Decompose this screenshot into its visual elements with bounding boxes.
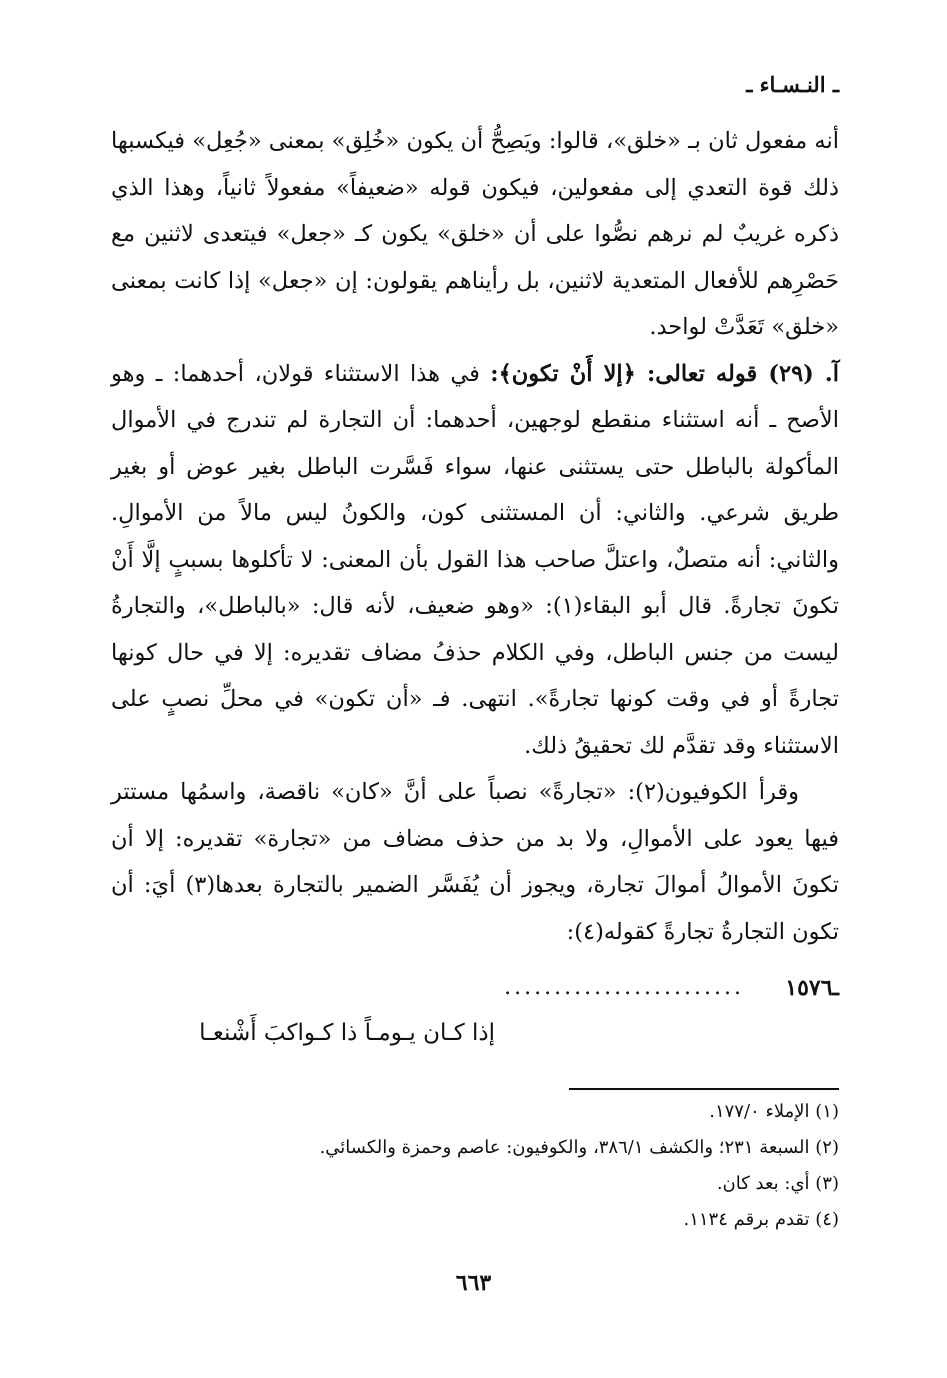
paragraph: وقرأ الكوفيون(٢): «تجارةً» نصباً على أنَّ «كان» ناقصة، واسمُها مستتر فيها يعود على الأموالِ، ولا بد من حذف مضاف من «تجارة» تقديره: إلا أن تكونَ الأموالُ أموالَ تجارة، ويجوز أن يُفَسَّر الضمير بالتجارة بعدها(٣) أيَ: أن تكون التجارةُ تجارةً كقوله(٤): <box>111 779 839 945</box>
entry-code: ـ١٥٧٦ <box>785 975 839 1001</box>
dotted-leader: ........................ <box>504 975 744 1000</box>
footnote: (٤) تقدم برقم ١١٣٤. <box>683 1209 839 1230</box>
verse-heading: آ. (٢٩) قوله تعالى: ﴿إلا أَنْ تكون﴾: <box>490 360 839 387</box>
poetry-verse: إذا كـان يـومـاً ذا كـواكبَ أَشْنعـا <box>199 1020 495 1046</box>
footnote: (٢) السبعة ٢٣١؛ والكشف ٣٨٦/١، والكوفيون: عاصم وحمزة والكسائي. <box>319 1137 839 1158</box>
paragraph-body: في هذا الاستثناء قولان، أحدهما: ـ وهو الأصح ـ أنه استثناء منقطع لوجهين، أحدهما: أن التجارة لم تندرج في الأموال المأكولة بالباطل حتى يستثنى عنها، سواء فَسَّرت الباطل بغير عوض أو بغير طريق شرعي. والثاني: أن المستثنى كون، والكونُ ليس مالاً من الأموالِ. والثاني: أنه متصلٌ، واعتلَّ صاحب هذا القول بأن المعنى: لا تأكلوها بسببٍ إلَّا أَنْ تكونَ تجارةً. قال أبو البقاء(١): «وهو ضعيف، لأنه قال: «بالباطل»، والتجارةُ ليست من جنس الباطل، وفي الكلام حذفُ مضاف تقديره: إلا في حال كونها تجارةً أو في وقت كونها تجارةً». انتهى. فـ «أن تكون» في محلِّ نصبٍ على الاستثناء وقد تقدَّم لك تحقيقُ ذلك. <box>111 360 839 759</box>
running-title: ـ النـسـاء ـ <box>746 72 839 97</box>
entry-code-line <box>111 975 839 1015</box>
paragraph <box>111 351 839 770</box>
page-number: ٦٦٣ <box>455 1270 492 1296</box>
footnote: (١) الإملاء ١٧٧/٠. <box>709 1101 839 1122</box>
main-text <box>111 118 839 955</box>
footnote-divider <box>569 1088 839 1090</box>
footnotes <box>111 1094 839 1238</box>
paragraph: أنه مفعول ثان بـ «خلق»، قالوا: ويَصِحُّ أن يكون «خُلِق» بمعنى «جُعِل» فيكسبها ذلك قوة التعدي إلى مفعولين، فيكون قوله «ضعيفاً» مفعولاً ثانياً، وهذا الذي ذكره غريبٌ لم نرهم نصُّوا على أن «خلق» يكون كـ «جعل» فيتعدى لاثنين مع حَصْرِهم للأفعال المتعدية لاثنين، بل رأيناهم يقولون: إن «جعل» إذا كانت بمعنى «خلق» تَعَدَّتْ لواحد. <box>111 128 839 340</box>
footnote: (٣) أي: بعد كان. <box>716 1173 839 1194</box>
